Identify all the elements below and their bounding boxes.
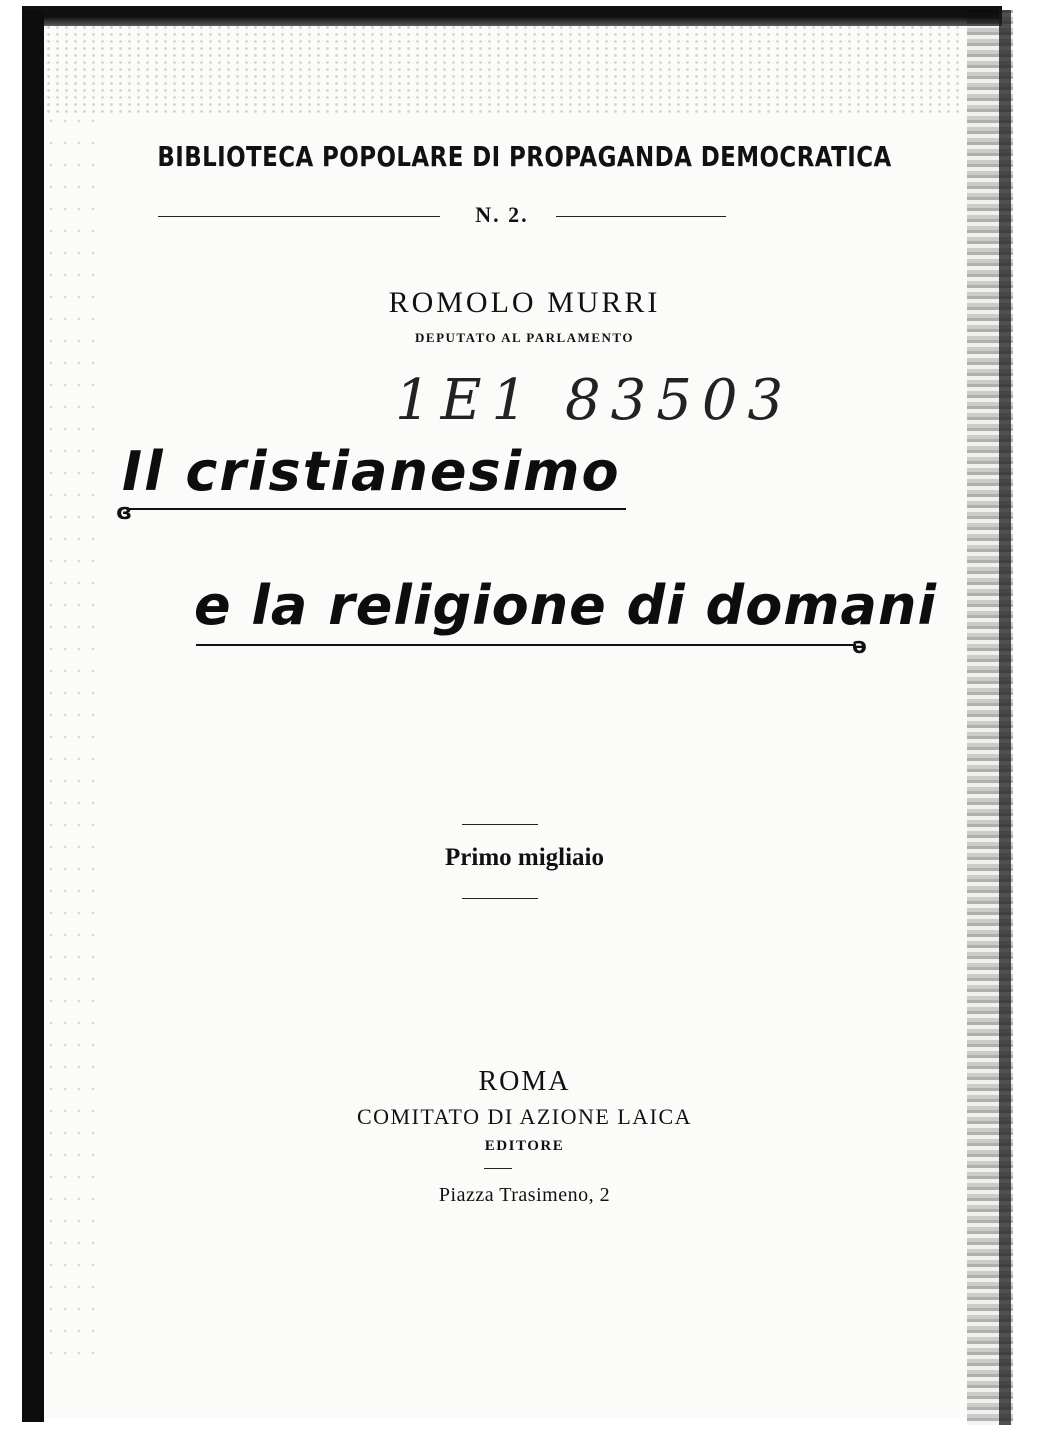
address-rule [484, 1168, 512, 1169]
scan-edge-top [22, 6, 1002, 26]
series-rule-right [556, 216, 726, 217]
handwritten-catalog-mark: 1E1 83503 [395, 368, 794, 433]
title-underline-2 [196, 644, 856, 646]
scan-edge-left [22, 10, 44, 1422]
flourish-right-icon: ə [852, 634, 867, 659]
publication-city: ROMA [478, 1066, 571, 1097]
title-underline-1 [128, 508, 626, 510]
publisher-address: Piazza Trasimeno, 2 [438, 1184, 611, 1206]
author-role: DEPUTATO AL PARLAMENTO [415, 330, 634, 345]
series-rule-left [158, 216, 440, 217]
scan-edge-right [999, 10, 1011, 1425]
scan-noise-top [44, 24, 964, 114]
series-number: N. 2. [475, 202, 529, 227]
publisher-role: EDITORE [484, 1138, 565, 1154]
edition-rule-bottom [462, 898, 538, 899]
title-line-2: e la religione di domani [194, 574, 937, 637]
author-name: ROMOLO MURRI [388, 286, 661, 319]
paper-sheet [42, 18, 1000, 1418]
edition-label: Primo migliaio [445, 844, 604, 871]
series-title: BIBLIOTECA POPOLARE DI PROPAGANDA DEMOCRATICA [157, 140, 892, 173]
edition-rule-top [462, 824, 538, 825]
publisher-name: COMITATO DI AZIONE LAICA [356, 1104, 693, 1129]
flourish-left-icon: ɞ [116, 500, 133, 525]
title-line-1: Il cristianesimo [122, 440, 621, 503]
